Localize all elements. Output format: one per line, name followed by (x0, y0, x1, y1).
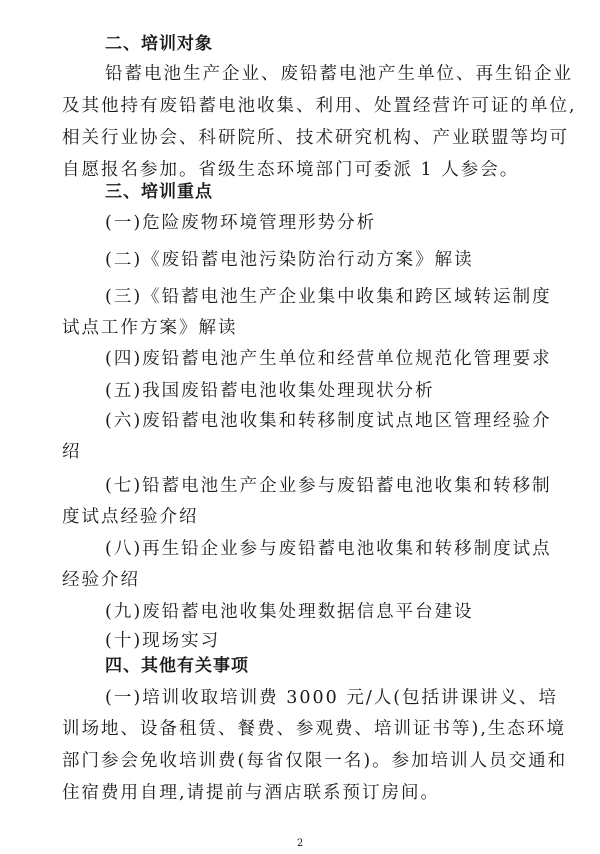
paragraph-line: 部门参会免收培训费(每省仅限一名)。参加培训人员交通和 (62, 751, 568, 771)
paragraph-line: (四)废铅蓄电池产生单位和经营单位规范化管理要求 (105, 349, 552, 369)
paragraph-line: (一)培训收取培训费 3000 元/人(包括讲课讲义、培 (105, 688, 559, 708)
paragraph-line: (一)危险废物环境管理形势分析 (105, 213, 377, 233)
paragraph-line: 住宿费用自理,请提前与酒店联系预订房间。 (62, 783, 441, 803)
paragraph-line: (十)现场实习 (105, 631, 221, 651)
paragraph-line: (五)我国废铅蓄电池收集处理现状分析 (105, 381, 435, 401)
paragraph-line: 自愿报名参加。省级生态环境部门可委派 1 人参会。 (62, 160, 520, 180)
paragraph-line: (七)铅蓄电池生产企业参与废铅蓄电池收集和转移制 (105, 476, 552, 496)
paragraph-line: 经验介绍 (62, 570, 140, 590)
paragraph-line: (九)废铅蓄电池收集处理数据信息平台建设 (105, 602, 474, 622)
paragraph-line: 度试点经验介绍 (62, 507, 199, 527)
paragraph-line: 相关行业协会、科研院所、技术研究机构、产业联盟等均可 (62, 128, 569, 148)
section-heading: 三、培训重点 (105, 182, 213, 202)
paragraph-line: 训场地、设备租赁、餐费、参观费、培训证书等),生态环境 (62, 719, 566, 739)
paragraph-line: (八)再生铅企业参与废铅蓄电池收集和转移制度试点 (105, 539, 552, 559)
section-heading: 四、其他有关事项 (105, 656, 249, 676)
paragraph-line: (六)废铅蓄电池收集和转移制度试点地区管理经验介 (105, 411, 552, 431)
paragraph-line: 铅蓄电池生产企业、废铅蓄电池产生单位、再生铅企业 (105, 64, 573, 84)
section-heading: 二、培训对象 (105, 34, 213, 54)
paragraph-line: 试点工作方案》解读 (62, 318, 238, 338)
paragraph-line: (二)《废铅蓄电池污染防治行动方案》解读 (105, 250, 474, 270)
paragraph-line: 绍 (62, 442, 82, 462)
paragraph-line: (三)《铅蓄电池生产企业集中收集和跨区域转运制度 (105, 287, 552, 307)
paragraph-line: 及其他持有废铅蓄电池收集、利用、处置经营许可证的单位, (62, 96, 577, 116)
page-number: 2 (296, 838, 304, 849)
